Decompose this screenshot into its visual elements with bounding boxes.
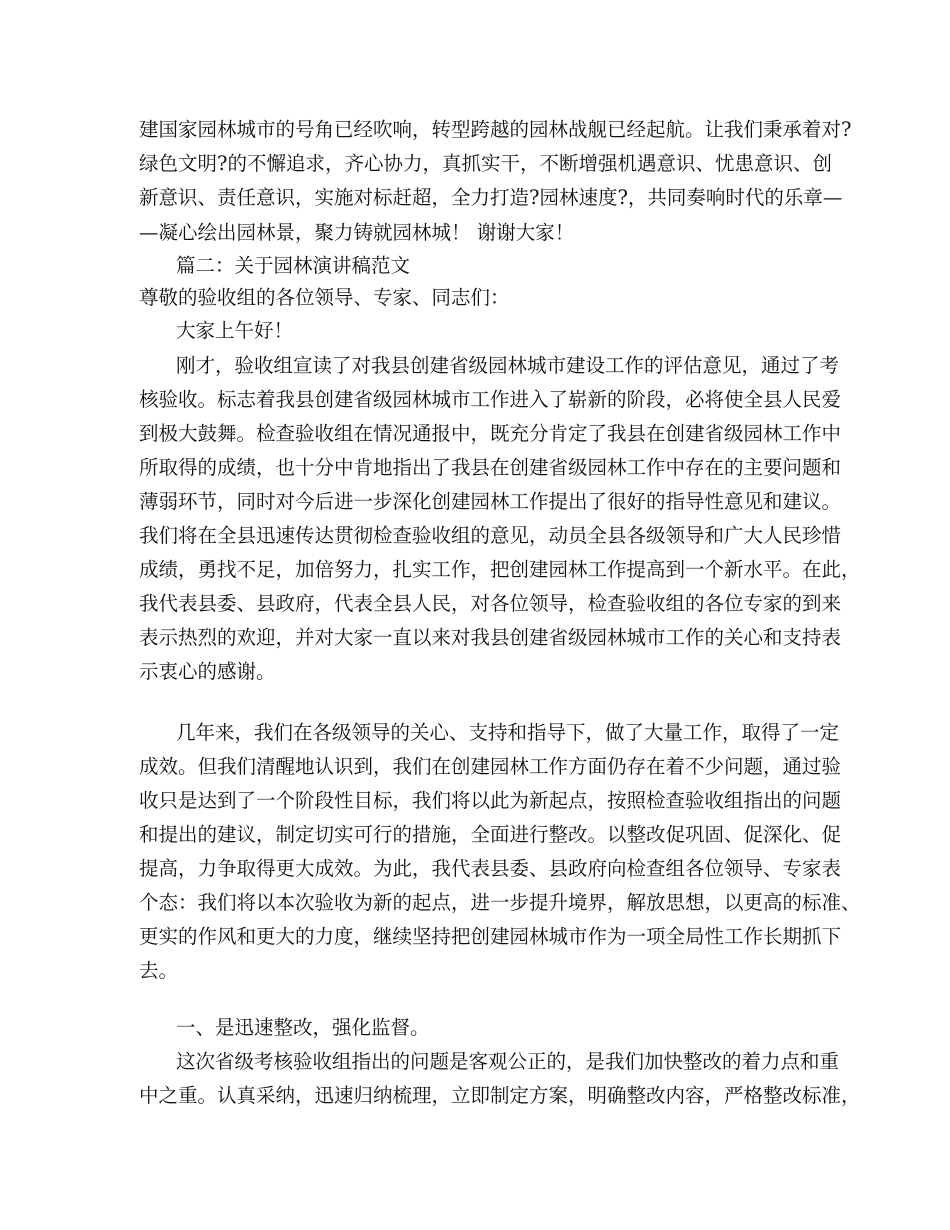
text-line: —凝心绘出园林景，聚力铸就园林城！ 谢谢大家！ xyxy=(139,221,575,244)
text-line: 所取得的成绩，也十分中肯地指出了我县在创建省级园林工作中存在的主要问题和 xyxy=(139,456,842,479)
text-line: 几年来，我们在各级领导的关心、支持和指导下，做了大量工作，取得了一定 xyxy=(176,721,840,744)
text-line: 新意识、责任意识，实施对标赶超，全力打造?园林速度?，共同奏响时代的乐章— xyxy=(139,186,843,209)
text-line: 个态：我们将以本次验收为新的起点，进一步提升境界，解放思想，以更高的标准、 xyxy=(139,891,861,914)
text-line: 表示热烈的欢迎，并对大家一直以来对我县创建省级园林城市工作的关心和支持表 xyxy=(139,626,842,649)
greeting: 大家上午好！ xyxy=(176,319,294,342)
text-line: 收只是达到了一个阶段性目标，我们将以此为新起点，按照检查验收组指出的问题 xyxy=(139,789,842,812)
text-line: 建国家园林城市的号角已经吹响，转型跨越的园林战舰已经起航。让我们秉承着对? xyxy=(139,118,852,141)
text-line: 更实的作风和更大的力度，继续坚持把创建园林城市作为一项全局性工作长期抓下 xyxy=(139,925,842,948)
text-line: 我代表县委、县政府，代表全县人民，对各位领导，检查验收组的各位专家的到来 xyxy=(139,592,842,615)
text-line: 这次省级考核验收组指出的问题是客观公正的，是我们加快整改的着力点和重 xyxy=(176,1050,840,1073)
text-line: 和提出的建议，制定切实可行的措施，全面进行整改。以整改促巩固、促深化、促 xyxy=(139,823,842,846)
section-heading: 篇二：关于园林演讲稿范文 xyxy=(176,254,411,277)
text-line: 提高，力争取得更大成效。为此，我代表县委、县政府向检查组各位领导、专家表 xyxy=(139,857,842,880)
text-line: 去。 xyxy=(139,959,179,982)
text-line: 核验收。标志着我县创建省级园林城市工作进入了崭新的阶段，必将使全县人民爱 xyxy=(139,388,842,411)
text-line: 成效。但我们清醒地认识到，我们在创建园林工作方面仍存在着不少问题，通过验 xyxy=(139,755,842,778)
text-line: 示衷心的感谢。 xyxy=(139,660,276,683)
section-heading: 一、是迅速整改，强化监督。 xyxy=(176,1016,430,1039)
text-line: 我们将在全县迅速传达贯彻检查验收组的意见，动员全县各级领导和广大人民珍惜 xyxy=(139,524,842,547)
salutation: 尊敬的验收组的各位领导、专家、同志们： xyxy=(139,286,510,309)
text-line: 绿色文明?的不懈追求，齐心协力，真抓实干，不断增强机遇意识、忧患意识、创 xyxy=(139,152,832,175)
text-line: 刚才，验收组宣读了对我县创建省级园林城市建设工作的评估意见，通过了考 xyxy=(176,354,840,377)
text-line: 中之重。认真采纳，迅速归纳梳理，立即制定方案，明确整改内容，严格整改标准， xyxy=(139,1084,861,1107)
text-line: 薄弱环节，同时对今后进一步深化创建园林工作提出了很好的指导性意见和建议。 xyxy=(139,490,842,513)
text-line: 到极大鼓舞。检查验收组在情况通报中，既充分肯定了我县在创建省级园林工作中 xyxy=(139,422,842,445)
text-line: 成绩，勇找不足，加倍努力，扎实工作，把创建园林工作提高到一个新水平。在此， xyxy=(139,558,861,581)
